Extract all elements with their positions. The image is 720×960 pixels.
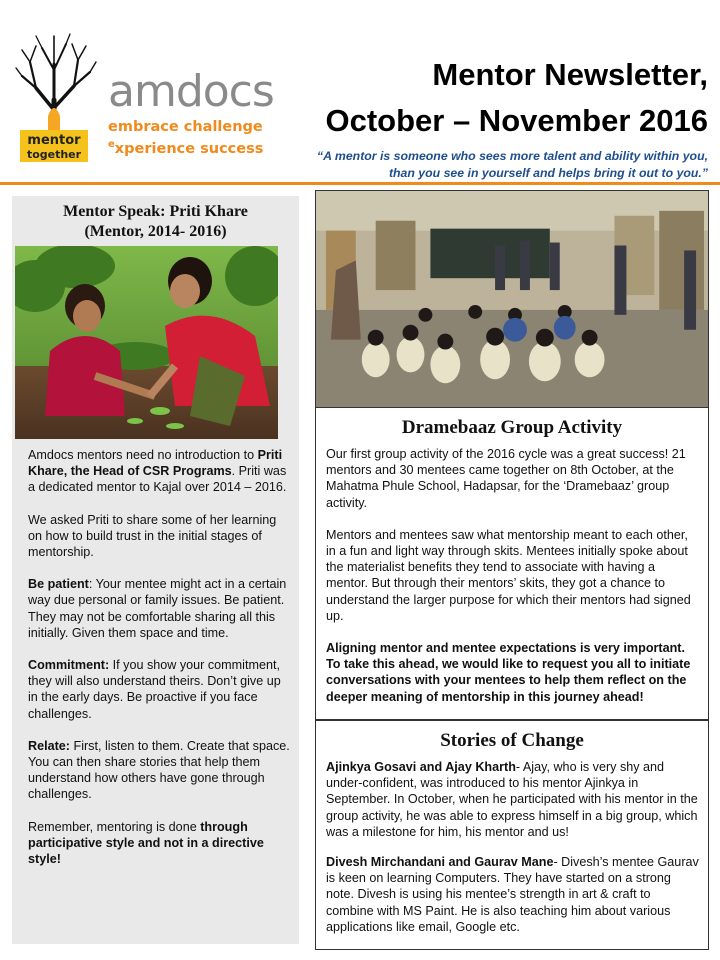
story-2-text: - Divesh’s mentee Gaurav is keen on learning Computers. They have started on a strong note. Divesh is using his mentee’s strength in art & craft to combine with MS Paint. He is also teaching him about various applications like email, Google etc. (326, 855, 699, 934)
tip-commitment-text: If you show your commitment, they will also understand theirs. Don’t give up in the early days. Be proactive if you face challenges. (28, 658, 281, 721)
tip-relate (28, 738, 290, 803)
stories-body (316, 753, 708, 935)
tagline-line1: embrace challenge (108, 119, 263, 135)
tip-commitment (28, 657, 290, 722)
group-activity-photo (315, 190, 709, 408)
header-divider (0, 182, 720, 185)
tagline-line2-rest: xperience success (114, 140, 264, 157)
dramebaaz-para-1: Our first group activity of the 2016 cycle was a great success! 21 mentors and 30 mentees came together on 8th October, at the Mahatma Phule School, Hadapsar, for the ‘Dramebaaz’ group activity. (326, 447, 686, 510)
sidebar-body (28, 447, 290, 883)
stories-title: Stories of Change (440, 730, 584, 751)
sidebar-intro (28, 447, 290, 496)
sidebar-closing-a: Remember, mentoring is done (28, 819, 201, 834)
sidebar-closing-bold: through participative style and not in a directive style! (28, 819, 264, 867)
tagline-x: e (108, 139, 115, 150)
logo-text-together: together (26, 148, 82, 161)
mentor-quote: “A mentor is someone who sees more talent and ability within you, than you see in yourself and helps bring it out to you.” (316, 149, 708, 180)
sidebar-closing (28, 819, 290, 868)
amdocs-brand (108, 68, 283, 158)
mentor-photo (15, 246, 278, 439)
tagline-line2 (108, 136, 283, 158)
story-1-text: - Ajay, who is very shy and under-confident, was introduced to his mentor Ajinkya in September. In October, when he participated with his mentor in the group activity, he was able to express himself in a big group, which was a milestone for him, his mentor and us! (326, 760, 698, 839)
sidebar-title-line1: Mentor Speak: Priti Khare (63, 203, 248, 220)
stories-of-change-section (315, 720, 709, 950)
dramebaaz-title: Dramebaaz Group Activity (401, 417, 623, 438)
sidebar-intro-bold: Priti Khare, the Head of CSR Programs (28, 448, 283, 479)
newsletter-title-line1: Mentor Newsletter, (432, 57, 708, 92)
mentor-together-logo (14, 30, 98, 164)
dramebaaz-para-2: Mentors and mentees saw what mentorship meant to each other, in a fun and light way through skits. Mentees initially spoke about the materialist benefits they tend to associate with having a mentor. But through their mentors’ skits, they got a chance to understand the larger purpose for which their mentors had signed up. (326, 527, 691, 623)
tip-be-patient (28, 576, 290, 641)
dramebaaz-body (316, 440, 708, 705)
sidebar-ask: We asked Priti to share some of her learning on how to build trust in the initial stages of mentorship. (28, 512, 277, 560)
tip-relate-text: First, listen to them. Create that space. You can then share stories that help them understand how others have gone through challenges. (28, 738, 290, 802)
sidebar-intro-b: . Priti was a dedicated mentor to Kajal over 2014 – 2016. (28, 464, 287, 495)
sidebar-title (12, 202, 299, 242)
brand-name: amdocs (108, 66, 274, 117)
newsletter-title-block (288, 52, 708, 182)
sidebar-intro-a: Amdocs mentors need no introduction to (28, 448, 258, 462)
dramebaaz-para-3 (326, 640, 700, 705)
story-2 (326, 854, 700, 935)
story-1 (326, 759, 700, 840)
dramebaaz-section (315, 408, 709, 720)
story-1-names: Ajinkya Gosavi and Ajay Kharth (326, 760, 516, 774)
newsletter-title-line2: October – November 2016 (325, 103, 708, 138)
logo-text-mentor: mentor (27, 133, 81, 148)
tip-be-patient-heading: Be patient (28, 577, 89, 592)
sidebar-title-line2: (Mentor, 2014- 2016) (84, 223, 227, 240)
tip-be-patient-text: : Your mentee might act in a certain way due personal or family issues. Be patient. They may not be comfortable sharing all this initially. Given them space and time. (28, 577, 287, 640)
story-2-names: Divesh Mirchandani and Gaurav Mane (326, 855, 554, 870)
tip-commitment-heading: Commitment: (28, 658, 110, 673)
tip-relate-heading: Relate: (28, 738, 70, 753)
dramebaaz-callout: Aligning mentor and mentee expectations is very important. To take this ahead, we would like to request you all to initiate conversations with your mentees to help them reflect on the deeper meaning of mentorship in this journey ahead! (326, 641, 691, 704)
